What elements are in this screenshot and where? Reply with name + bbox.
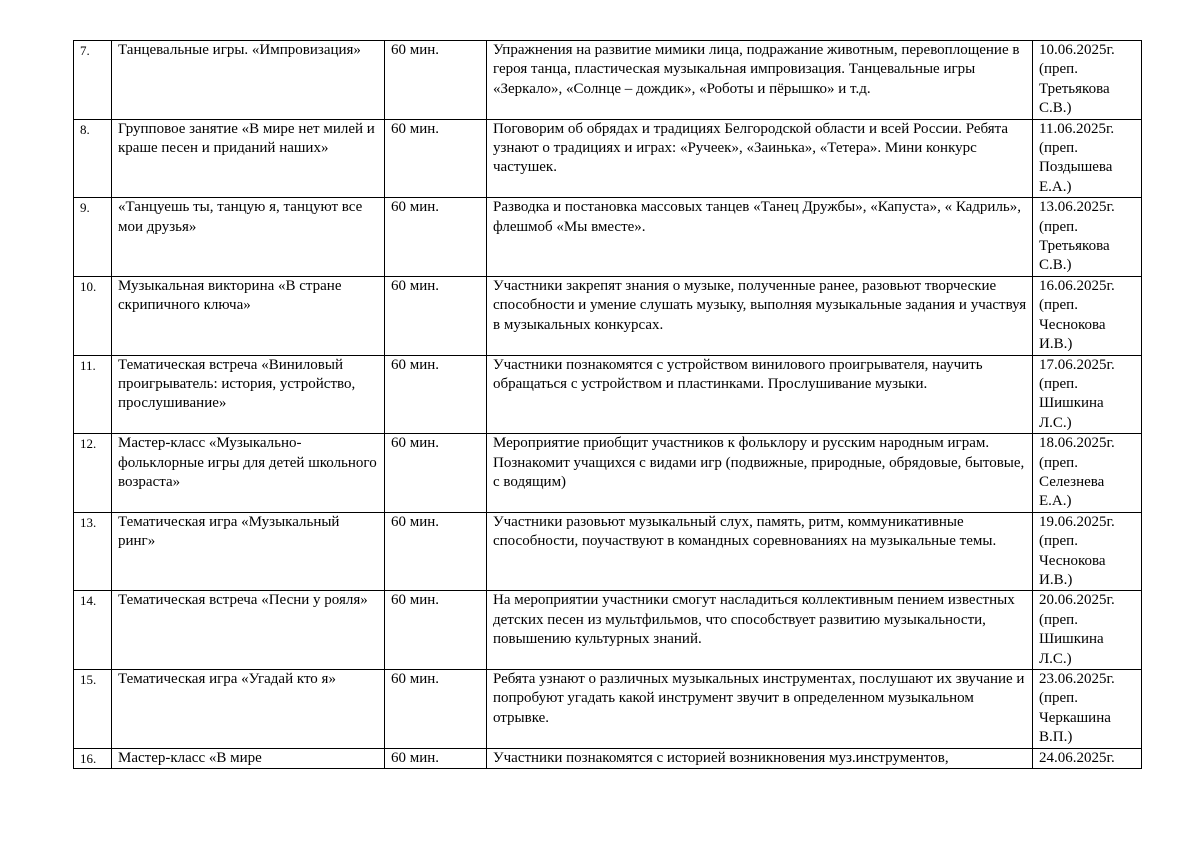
row-number: 10. bbox=[74, 276, 112, 355]
event-duration: 60 мин. bbox=[385, 198, 487, 277]
event-duration: 60 мин. bbox=[385, 434, 487, 513]
row-number: 12. bbox=[74, 434, 112, 513]
event-title: Тематическая игра «Музыкальный ринг» bbox=[112, 512, 385, 591]
event-description: Разводка и постановка массовых танцев «Танец Дружбы», «Капуста», « Кадриль», флешмоб «Мы вместе». bbox=[487, 198, 1033, 277]
event-description: Мероприятие приобщит участников к фольклору и русским народным играм. Познакомит учащихся с видами игр (подвижные, природные, обрядовые, бытовые, с водящим) bbox=[487, 434, 1033, 513]
event-title: Тематическая встреча «Виниловый проигрыватель: история, устройство, прослушивание» bbox=[112, 355, 385, 434]
row-number: 7. bbox=[74, 41, 112, 120]
event-duration: 60 мин. bbox=[385, 512, 487, 591]
row-number: 13. bbox=[74, 512, 112, 591]
event-duration: 60 мин. bbox=[385, 276, 487, 355]
table-row bbox=[74, 512, 1142, 591]
table-row bbox=[74, 748, 1142, 768]
event-date: 18.06.2025г. (преп. Селезнева Е.А.) bbox=[1033, 434, 1142, 513]
event-date: 23.06.2025г. (преп. Черкашина В.П.) bbox=[1033, 670, 1142, 749]
row-number: 8. bbox=[74, 119, 112, 198]
event-date: 10.06.2025г. (преп. Третьякова С.В.) bbox=[1033, 41, 1142, 120]
event-date: 16.06.2025г. (преп. Чеснокова И.В.) bbox=[1033, 276, 1142, 355]
row-number: 9. bbox=[74, 198, 112, 277]
event-title: Мастер-класс «Музыкально-фольклорные игры для детей школьного возраста» bbox=[112, 434, 385, 513]
event-title: Тематическая игра «Угадай кто я» bbox=[112, 670, 385, 749]
event-title: Танцевальные игры. «Импровизация» bbox=[112, 41, 385, 120]
table-row bbox=[74, 41, 1142, 120]
event-date: 17.06.2025г. (преп. Шишкина Л.С.) bbox=[1033, 355, 1142, 434]
event-title: Музыкальная викторина «В стране скрипичного ключа» bbox=[112, 276, 385, 355]
event-description: Упражнения на развитие мимики лица, подражание животным, перевоплощение в героя танца, пластическая музыкальная импровизация. Танцевальные игры «Зеркало», «Солнце – дождик», «Роботы и пёрышко» и т.д. bbox=[487, 41, 1033, 120]
schedule-table bbox=[73, 40, 1142, 769]
event-title: Мастер-класс «В мире bbox=[112, 748, 385, 768]
event-description: Участники познакомятся с устройством винилового проигрывателя, научить обращаться с устройством и пластинками. Прослушивание музыки. bbox=[487, 355, 1033, 434]
event-title: «Танцуешь ты, танцую я, танцуют все мои друзья» bbox=[112, 198, 385, 277]
table-row bbox=[74, 434, 1142, 513]
event-date: 13.06.2025г. (преп. Третьякова С.В.) bbox=[1033, 198, 1142, 277]
event-duration: 60 мин. bbox=[385, 591, 487, 670]
event-description: На мероприятии участники смогут насладиться коллективным пением известных детских песен из мультфильмов, что способствует развитию музыкальности, повышению культурных знаний. bbox=[487, 591, 1033, 670]
event-date: 24.06.2025г. bbox=[1033, 748, 1142, 768]
row-number: 11. bbox=[74, 355, 112, 434]
table-row bbox=[74, 276, 1142, 355]
event-duration: 60 мин. bbox=[385, 355, 487, 434]
event-duration: 60 мин. bbox=[385, 41, 487, 120]
event-title: Тематическая встреча «Песни у рояля» bbox=[112, 591, 385, 670]
table-row bbox=[74, 198, 1142, 277]
event-date: 19.06.2025г. (преп. Чеснокова И.В.) bbox=[1033, 512, 1142, 591]
event-description: Участники закрепят знания о музыке, полученные ранее, разовьют творческие способности и умение слушать музыку, выполняя музыкальные задания и участвуя в музыкальных конкурсах. bbox=[487, 276, 1033, 355]
table-row bbox=[74, 670, 1142, 749]
table-row bbox=[74, 591, 1142, 670]
event-date: 20.06.2025г. (преп. Шишкина Л.С.) bbox=[1033, 591, 1142, 670]
event-date: 11.06.2025г. (преп. Поздышева Е.А.) bbox=[1033, 119, 1142, 198]
table-row bbox=[74, 355, 1142, 434]
event-description: Участники познакомятся с историей возникновения муз.инструментов, bbox=[487, 748, 1033, 768]
event-duration: 60 мин. bbox=[385, 670, 487, 749]
event-title: Групповое занятие «В мире нет милей и краше песен и приданий наших» bbox=[112, 119, 385, 198]
row-number: 15. bbox=[74, 670, 112, 749]
row-number: 16. bbox=[74, 748, 112, 768]
event-description: Поговорим об обрядах и традициях Белгородской области и всей России. Ребята узнают о традициях и играх: «Ручеек», «Заинька», «Тетера». Мини конкурс частушек. bbox=[487, 119, 1033, 198]
event-description: Ребята узнают о различных музыкальных инструментах, послушают их звучание и попробуют угадать какой инструмент звучит в определенном музыкальном отрывке. bbox=[487, 670, 1033, 749]
event-duration: 60 мин. bbox=[385, 119, 487, 198]
row-number: 14. bbox=[74, 591, 112, 670]
table-row bbox=[74, 119, 1142, 198]
event-duration: 60 мин. bbox=[385, 748, 487, 768]
event-description: Участники разовьют музыкальный слух, память, ритм, коммуникативные способности, поучаствуют в командных соревнованиях на музыкальные темы. bbox=[487, 512, 1033, 591]
